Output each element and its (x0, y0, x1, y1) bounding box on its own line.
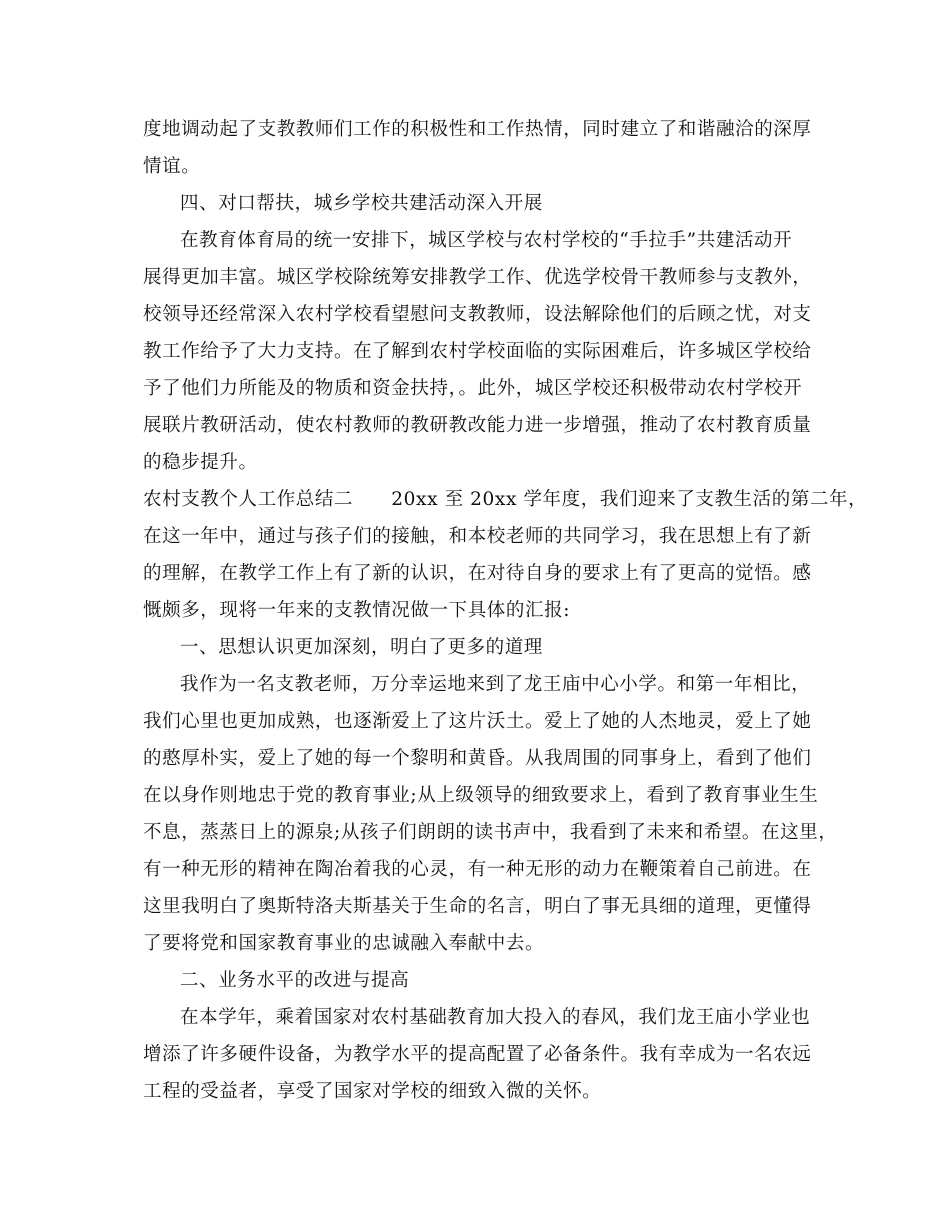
text-line: 有一种无形的精神在陶冶着我的心灵，有一种无形的动力在鞭策着自己前进。在 (143, 859, 812, 880)
text-line: 不息，蒸蒸日上的源泉;从孩子们朗朗的读书声中，我看到了未来和希望。在这里， (143, 822, 838, 843)
text-line: 这里我明白了奥斯特洛夫斯基关于生命的名言，明白了事无具细的道理，更懂得 (143, 896, 812, 917)
text-line: 在本学年，乘着国家对农村基础教育加大投入的春风，我们龙王庙小学业也 (180, 1007, 811, 1028)
text-line: 在教育体育局的统一安排下，城区学校与农村学校的“手拉手”共建活动开 (180, 230, 793, 251)
text-line: 的稳步提升。 (143, 452, 258, 473)
text-line: 我作为一名支教老师，万分幸运地来到了龙王庙中心小学。和第一年相比， (180, 674, 811, 695)
text-line: 慨颇多，现将一年来的支教情况做一下具体的汇报: (143, 600, 571, 621)
text-line: 校领导还经常深入农村学校看望慰问支教教师，设法解除他们的后顾之忧，对支 (143, 304, 812, 325)
report-title-line: 农村支教个人工作总结二 20xx 至 20xx 学年度，我们迎来了支教生活的第二年， (143, 489, 868, 510)
text-line: 我们心里也更加成熟，也逐渐爱上了这片沃土。爱上了她的人杰地灵，爱上了她 (143, 711, 812, 732)
text-line: 展联片教研活动，使农村教师的教研教改能力进一步增强，推动了农村教育质量 (143, 415, 812, 436)
text-line: 的憨厚朴实，爱上了她的每一个黎明和黄昏。从我周围的同事身上，看到了他们 (143, 748, 812, 769)
section-heading: 四、对口帮扶，城乡学校共建活动深入开展 (180, 193, 543, 214)
section-heading: 一、思想认识更加深刻，明白了更多的道理 (180, 637, 543, 658)
section-heading: 二、业务水平的改进与提高 (180, 970, 410, 991)
text-line: 工程的受益者，享受了国家对学校的细致入微的关怀。 (143, 1081, 602, 1102)
text-line: 了要将党和国家教育事业的忠诚融入奉献中去。 (143, 933, 545, 954)
text-line: 的理解，在教学工作上有了新的认识，在对待自身的要求上有了更高的觉悟。感 (143, 563, 812, 584)
text-line: 增添了许多硬件设备，为教学水平的提高配置了必备条件。我有幸成为一名农远 (143, 1044, 812, 1065)
text-line: 教工作给予了大力支持。在了解到农村学校面临的实际困难后，许多城区学校给 (143, 341, 812, 362)
text-line: 展得更加丰富。城区学校除统筹安排教学工作、优选学校骨干教师参与支教外， (143, 267, 812, 288)
text-line: 予了他们力所能及的物质和资金扶持，。此外，城区学校还积极带动农村学校开 (143, 378, 803, 399)
text-line: 度地调动起了支教教师们工作的积极性和工作热情，同时建立了和谐融洽的深厚 (143, 119, 812, 140)
text-line: 情谊。 (143, 156, 201, 177)
text-line: 在这一年中，通过与孩子们的接触，和本校老师的共同学习，我在思想上有了新 (143, 526, 812, 547)
text-line: 在以身作则地忠于党的教育事业;从上级领导的细致要求上，看到了教育事业生生 (143, 785, 819, 806)
